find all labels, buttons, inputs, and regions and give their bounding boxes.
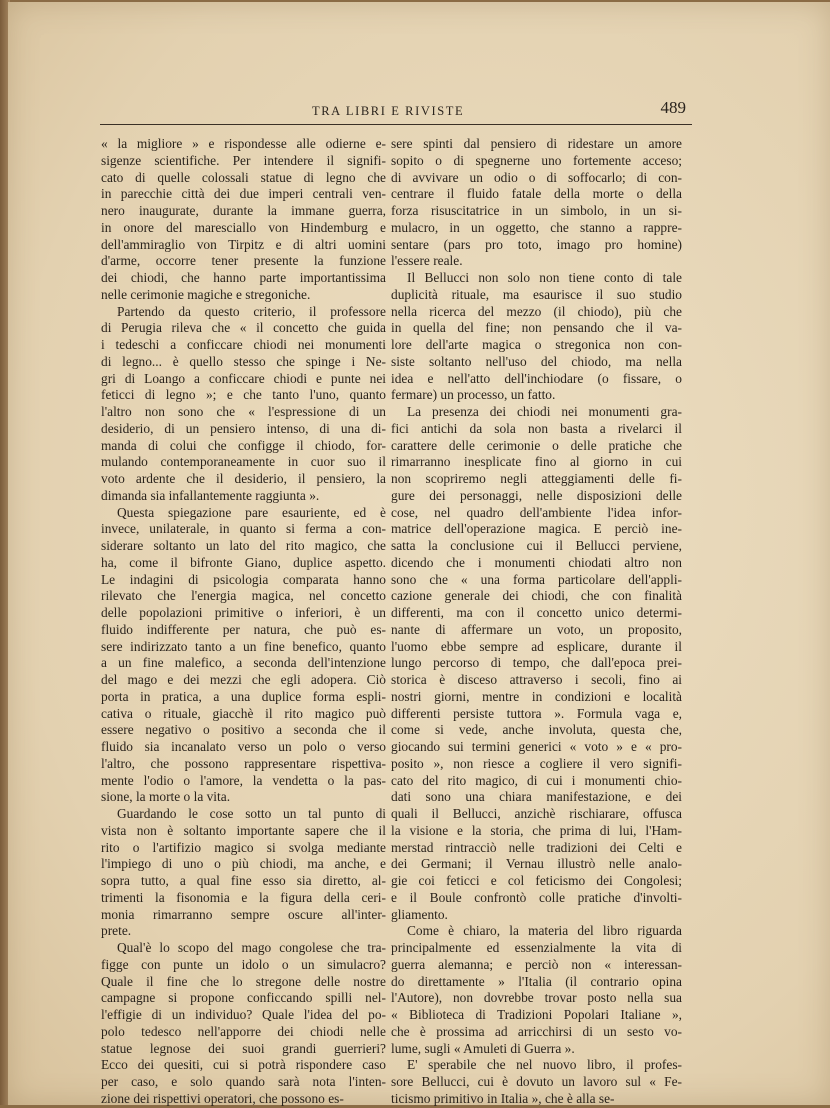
text-line: zione dei rispettivi operatori, che possono es- [101,1090,344,1106]
text-line: del mago e dei mezzi che egli adopera. Ciò [101,672,386,687]
text-line: in onore del maresciallo von Hindemburg e [101,219,386,235]
paragraph [391,404,682,923]
text-line: prete. [101,923,132,939]
text-line: do direttamente » l'Italia (il contrario opina [391,973,682,989]
text-line: La presenza dei chiodi nei monumenti gra- [407,404,682,419]
text-line: cativa o rituale, giacchè il rito magico può [101,705,386,721]
text-line: figge con punte un idolo o un simulacro? [101,956,386,972]
text-line: E' sperabile che nel nuovo libro, il profes- [407,1057,682,1073]
text-line: Il Bellucci non solo non tiene conto di tale [407,270,682,285]
text-line: invece, unilaterale, in quanto si ferma a con- [101,521,386,537]
text-line: non scopriremo negli atteggiamenti delle fi- [391,471,682,486]
text-line: gie coi feticci e col feticismo dei Congolesi; [391,873,682,888]
text-line: rilevato che l'energia magica, nel concetto [101,588,386,604]
text-line: Come è chiaro, la materia del libro riguarda [407,923,682,939]
text-line: polo tedesco nell'apporre dei chiodi nelle [101,1023,386,1039]
text-line: cato del rito magico, di cui i monumenti chio- [391,772,682,788]
text-line: dei chiodi, che hanno parte importantissima [101,270,386,285]
text-line: porta in pratica, a una duplice forma espli- [101,688,386,704]
text-line: voto ardente che il desiderio, il pensiero, la [101,471,386,486]
text-line: desiderio, di un pensiero intenso, di una di- [101,420,386,436]
text-line: nero inaugurate, durante la immane guerra, [101,203,386,218]
text-line: sopra tutto, a qual fine esso sia diretto, al- [101,873,386,888]
paragraph [101,806,386,940]
paragraph [101,505,386,807]
text-line: l'uomo ebbe sempre ad esplicare, durante il [391,638,682,654]
text-line: nella ricerca del mezzo (il chiodo), più che [391,303,682,319]
text-line: Partendo da questo criterio, il professore [117,303,386,319]
text-line: in quella del fine; non pensando che il va- [391,320,682,336]
text-line: delle popolazioni primitive o inferiori, è un [101,605,386,620]
text-line: Quale il fine che lo stregone delle nostre [101,973,386,989]
text-line: fici antichi da sola non basta a rivelarci il [391,420,682,436]
text-line: Le indagini di psicologia comparata hanno [101,571,386,587]
text-line: i tedeschi a conficcare chiodi nei monumenti [101,337,386,352]
running-title: TRA LIBRI E RIVISTE [312,104,465,118]
paragraph [391,923,682,1057]
paragraph [391,1057,682,1107]
text-line: centrare il fluido fatale della morte o della [391,186,682,202]
text-line: nostri giorni, mentre in condizioni e località [391,688,682,704]
text-line: dati sono una chiara manifestazione, e dei [391,789,682,805]
text-line: come si vede, anche involuta, questa che, [391,722,682,738]
text-line: l'impiego di uno o più chiodi, ma anche, e [101,856,386,872]
text-line: fermare) un processo, un fatto. [391,387,556,403]
text-line: la visione e la storia, che prima di lui, l'Ham- [391,822,682,838]
text-line: guerra alemanna; e perciò non « interessan- [391,956,682,972]
text-line: manda di colui che configge il chiodo, for- [101,437,386,453]
text-line: sentare (pars pro toto, imago pro homine) [391,236,682,252]
text-line: lume, sugli « Amuleti di Guerra ». [391,1040,575,1056]
text-line: e il Boule confrontò colle pratiche d'involti- [391,889,682,905]
text-line: di avvivare un odio o di soffocarlo; di con- [391,169,682,185]
text-line: gure dei personaggi, nelle disposizioni delle [391,487,682,503]
text-line: merstad rintracciò nelle tradizioni dei Celti e [391,839,682,855]
text-line: giocando sui termini generici « voto » e « pro- [391,739,682,754]
paragraph [101,940,386,1108]
text-line: matrice dell'operazione magica. E perciò ine- [391,521,682,537]
paragraph [101,304,386,505]
text-line: sigenze scientifiche. Per intendere il signifi- [101,152,386,168]
text-line: « Biblioteca di Tradizioni Popolari Italiane », [391,1007,682,1022]
text-line: essere negativo o positivo a seconda che il [101,722,386,738]
text-line: a un fine malefico, a seconda dell'intenzione [101,655,386,671]
paragraph [391,270,682,404]
text-line: l'Autore), non dovrebbe trovar posto nella sua [391,990,682,1006]
text-line: l'essere reale. [391,253,463,269]
text-line: trimenti la fisonomia e la figura della ceri- [101,889,386,905]
text-line: carattere delle cerimonie o delle pratiche che [391,437,682,453]
text-line: l'effigie di un individuo? Quale l'idea del po- [101,1007,386,1022]
page-header [100,100,692,125]
text-line: Guardando le cose sotto un tal punto di [117,806,386,821]
text-line: l'altro non sono che « l'espressione di un [101,404,386,419]
text-line: cose, nel quadro dell'ambiente l'idea infor- [391,504,682,520]
text-line: di legno... è quello stesso che spinge i Ne- [101,353,386,369]
text-line: quali il Bellucci, anzichè rischiarare, offusca [391,806,682,821]
text-line: sere indirizzato tanto a un fine benefico, quanto [101,638,386,654]
right-column [391,136,682,1108]
text-line: « la migliore » e rispondesse alle odierne e- [101,136,386,151]
text-line: mulando contemporaneamente in cuor suo il [101,454,386,470]
text-line: dimanda sia infallantemente raggiunta ». [101,487,320,503]
text-line: forza risuscitatrice in un simbolo, in un si- [391,203,682,218]
text-line: sopito o di spegnerne uno fortemente acceso; [391,152,682,168]
text-line: nante di affermare un voto, un proposito, [391,621,682,637]
text-line: di Perugia rileva che « il concetto che guida [101,320,386,336]
text-line: statue legnose dei suoi grandi guerrieri? [101,1040,386,1056]
text-line: per caso, e solo quando sarà nota l'inten- [101,1074,386,1089]
text-line: Ecco dei quesiti, cui si potrà rispondere caso [101,1057,386,1073]
text-line: sione, la morte o la vita. [101,789,231,805]
text-line: sore Bellucci, cui è dovuto un lavoro sul « Fe- [391,1074,682,1089]
text-line: l'altro, che possono rappresentare rispettiva- [101,755,386,771]
text-line: d'arme, occorre tener presente la funzione [101,253,386,269]
text-line: mente l'odio o l'amore, la vendetta o la pas- [101,772,386,788]
text-line: idea e nell'atto dell'inchiodare (o fissare, o [391,370,682,386]
text-line: Questa spiegazione pare esauriente, ed è [117,504,386,520]
text-line: dicendo che i monumenti chiodati altro non [391,554,682,570]
text-line: lore dell'arte magica o stregonica non con- [391,337,682,352]
text-line: principalmente ed essenzialmente la vita di [391,940,682,955]
text-line: sono che « una forma particolare dell'appli- [391,571,682,587]
text-line: siderare soltanto un lato del rito magico, che [101,538,386,553]
text-line: storica è disceso attraverso i secoli, fino ai [391,672,682,687]
text-line: ha, come il bifronte Giano, duplice aspetto. [101,554,386,570]
text-line: fluido indifferente per natura, che può es- [101,621,386,637]
text-line: rimarranno inesplicate fino al giorno in cui [391,454,682,470]
text-line: duplicità rituale, ma esaurisce il suo studio [391,286,682,302]
text-line: fluido sia incanalato verso un polo o verso [101,739,386,754]
text-line: gri di Loango a conficcare chiodi e punte nei [101,370,386,386]
text-line: feticci di legno »; e che tanto l'uno, quanto [101,387,386,403]
text-line: Qual'è lo scopo del mago congolese che tra- [117,940,386,955]
text-line: campagne si propone conficcando spilli nel- [101,990,386,1006]
left-column [101,136,386,1108]
paragraph [391,136,682,270]
text-line: dell'ammiraglio von Tirpitz e di altri uomini [101,236,386,252]
text-line: rito o l'artifizio magico si svolga mediante [101,839,386,855]
text-line: cazione generale dei chiodi, che con finalità [391,588,682,604]
page-number: 489 [660,98,686,117]
text-line: sere spinti dal pensiero di ridestare un amore [391,136,682,151]
text-line: in parecchie città dei due imperi centrali ven- [101,186,386,202]
text-line: differenti, ma con il concetto unico determi- [391,605,682,620]
text-line: posito », non riesce a cogliere il vero signifi- [391,755,682,771]
text-line: cato di quelle colossali statue di legno che [101,169,386,185]
text-line: satta la conclusione cui il Bellucci perviene, [391,538,682,553]
text-line: differenti persiste tuttora ». Formula vaga e, [391,705,682,721]
text-line: mulacro, in un oggetto, che stanno a rappre- [391,219,682,235]
text-line: gliamento. [391,906,448,922]
text-line: nelle cerimonie magiche e stregoniche. [101,286,311,302]
text-line: lungo percorso di tempo, che dall'epoca prei- [391,655,682,671]
paragraph [101,136,386,304]
text-line: vista non è soltanto importante sapere che il [101,822,386,838]
text-line: che è prossima ad arricchirsi di un sesto vo- [391,1023,682,1039]
text-line: ticismo primitivo in Italia », che è alla se- [391,1090,615,1106]
text-line: siste soltanto nell'uso del chiodo, ma nella [391,353,682,369]
text-line: dei Germani; il Vernau illustrò nelle analo- [391,856,682,872]
text-line: monia rimarranno sempre oscure all'inter- [101,906,386,922]
